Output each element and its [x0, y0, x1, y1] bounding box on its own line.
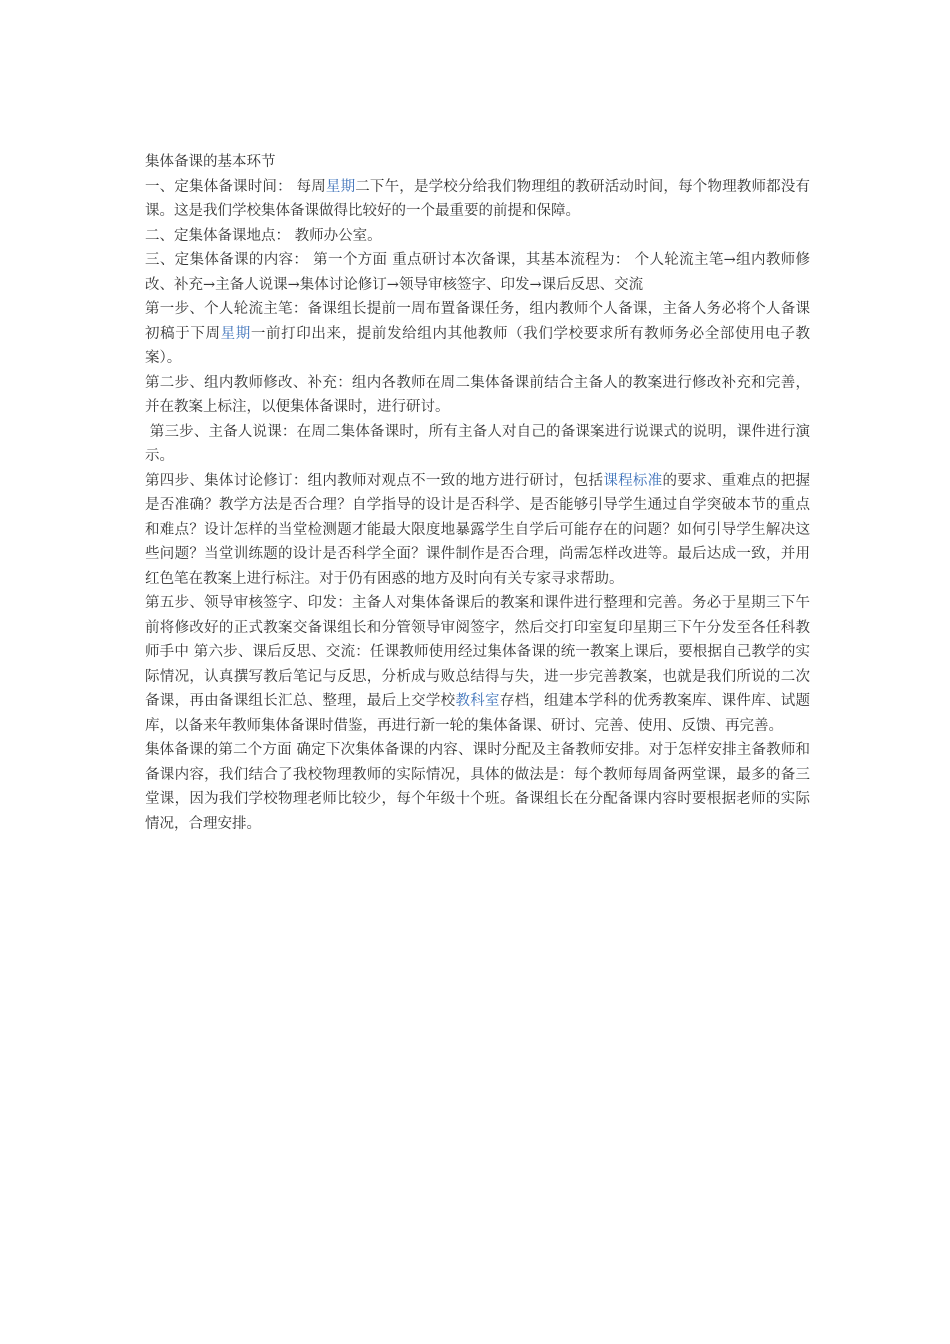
- link-curriculum-standard[interactable]: 课程标准: [603, 472, 663, 489]
- paragraph-step-1: [145, 297, 810, 371]
- document-title: 集体备课的基本环节: [145, 154, 276, 170]
- paragraph-text: 存档，组建本学科的优秀教案库、课件库、试题库，以备来年教师集体备课时借鉴，再进行新一轮的集体备课、研讨、完善、使用、反馈、再完善。: [145, 693, 811, 734]
- link-weekday[interactable]: 星期: [220, 325, 251, 342]
- paragraph-text: 第一步、个人轮流主笔：备课组长提前一周布置备课任务，组内教师个人备课，主备人务必将个人备课初稿于下周: [145, 301, 810, 342]
- paragraph-step-4: [145, 469, 810, 592]
- paragraph-second-aspect: 集体备课的第二个方面 确定下次集体备课的内容、课时分配及主备教师安排。对于怎样安排主备教师和备课内容，我们结合了我校物理教师的实际情况，具体的做法是：每个教师每周备两堂课，最多的备三堂课，因为我们学校物理老师比较少，每个年级十个班。备课组长在分配备课内容时要根据老师的实际情况，合理安排。: [145, 742, 810, 832]
- paragraph-text: 第五步、领导审核签字、印发：主备人对集体备课后的教案和课件进行整理和完善。务必于星期三下午前将修改好的正式教案交备课组长和分管领导审阅签字，然后交打印室复印星期三下午分发至各任科教师手中 第六步、课后反思、交流：任课教师使用经过集体备课的统一教案上课后，要根据自己教学的实际情况，认真撰写教后笔记与反思，分析成与败总结得与失，进一步完善教案，也就是我们所说的二次备课，再由备课组长汇总、整理，最后上交学校: [145, 595, 810, 709]
- paragraph-text: 二下午，是学校分给我们物理组的教研活动时间，每个物理教师都没有课。这是我们学校集体备课做得比较好的一个最重要的前提和保障。: [145, 178, 811, 219]
- paragraph-text: 一前打印出来，提前发给组内其他教师（我们学校要求所有教师务必全部使用电子教案）。: [145, 325, 811, 366]
- paragraph-text: 一、定集体备课时间： 每周: [145, 178, 326, 195]
- paragraph-text: 的要求、重难点的把握是否准确？教学方法是否合理？自学指导的设计是否科学、是否能够引导学生通过自学突破本节的重点和难点？设计怎样的当堂检测题才能最大限度地暴露学生自学后可能存在的问题？如何引导学生解决这些问题？当堂训练题的设计是否科学全面？课件制作是否合理，尚需怎样改进等。最后达成一致，并用红色笔在教案上进行标注。对于仍有困惑的地方及时向有关专家寻求帮助。: [145, 472, 811, 587]
- paragraph-time: [145, 175, 810, 224]
- paragraph-step-3: 第三步、主备人说课：在周二集体备课时，所有主备人对自己的备课案进行说课式的说明，课件进行演示。: [145, 423, 811, 464]
- paragraph-location: 二、定集体备课地点： 教师办公室。: [145, 227, 382, 244]
- paragraph-step-2: 第二步、组内教师修改、补充：组内各教师在周二集体备课前结合主备人的教案进行修改补充和完善，并在教案上标注，以便集体备课时，进行研讨。: [145, 374, 810, 415]
- paragraph-content: 三、定集体备课的内容： 第一个方面 重点研讨本次备课，其基本流程为： 个人轮流主笔→组内教师修改、补充→主备人说课→集体讨论修订→领导审核签字、印发→课后反思、交流: [145, 252, 810, 293]
- link-teaching-research-office[interactable]: 教科室: [455, 693, 500, 709]
- document-body: [145, 150, 810, 836]
- paragraph-text: 第四步、集体讨论修订：组内教师对观点不一致的地方进行研讨，包括: [145, 472, 604, 489]
- link-weekday[interactable]: 星期: [325, 178, 356, 195]
- paragraph-step-5-6: [145, 591, 810, 738]
